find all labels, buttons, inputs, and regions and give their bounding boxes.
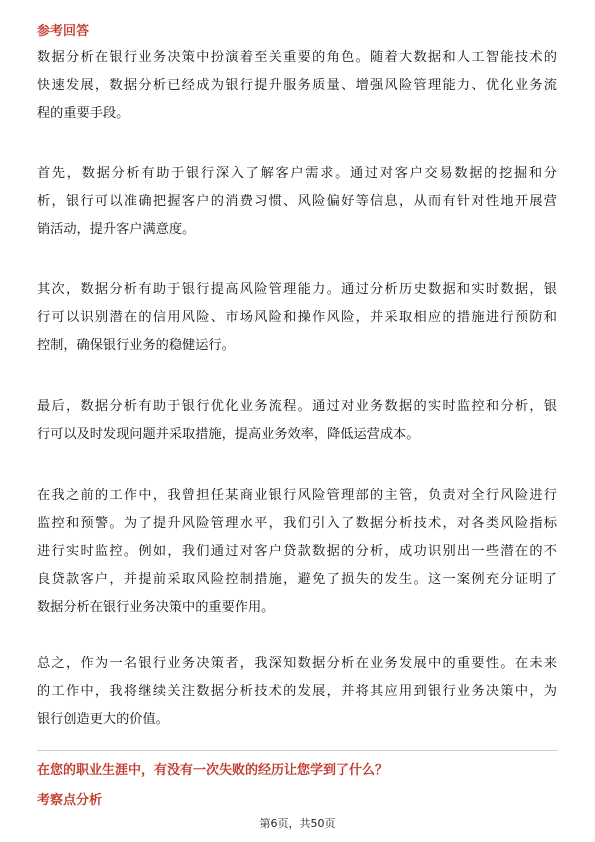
answer-paragraph-3 bbox=[37, 276, 557, 360]
answer-paragraph-6 bbox=[37, 650, 557, 734]
next-question: 在您的职业生涯中，有没有一次失败的经历让您学到了什么？ bbox=[37, 763, 389, 778]
paragraph-line: 析，银行可以准确把握客户的消费习惯、风险偏好等信息，从而有针对性地开展营 bbox=[37, 194, 557, 209]
paragraph-line: 进行实时监控。例如，我们通过对客户贷款数据的分析，成功识别出一些潜在的不 bbox=[37, 544, 557, 559]
paragraph-line: 良贷款客户，并提前采取风险控制措施，避免了损失的发生。这一案例充分证明了 bbox=[37, 572, 557, 587]
paragraph-line: 数据分析在银行业务决策中的重要作用。 bbox=[37, 600, 275, 615]
paragraph-line: 行可以识别潜在的信用风险、市场风险和操作风险，并采取相应的措施进行预防和 bbox=[37, 310, 557, 325]
paragraph-line: 快速发展，数据分析已经成为银行提升服务质量、增强风险管理能力、优化业务流 bbox=[37, 78, 557, 93]
paragraph-line: 首先，数据分析有助于银行深入了解客户需求。通过对客户交易数据的挖掘和分 bbox=[37, 166, 557, 181]
paragraph-line: 行可以及时发现问题并采取措施，提高业务效率，降低运营成本。 bbox=[37, 427, 420, 442]
paragraph-line: 控制，确保银行业务的稳健运行。 bbox=[37, 338, 235, 353]
paragraph-line: 总之，作为一名银行业务决策者，我深知数据分析在业务发展中的重要性。在未来 bbox=[37, 656, 557, 671]
paragraph-line: 最后，数据分析有助于银行优化业务流程。通过对业务数据的实时监控和分析，银 bbox=[37, 399, 557, 414]
analysis-heading: 考察点分析 bbox=[37, 793, 103, 808]
answer-paragraph-5 bbox=[37, 482, 557, 622]
answer-paragraph-4 bbox=[37, 393, 557, 449]
paragraph-line: 数据分析在银行业务决策中扮演着至关重要的角色。随着大数据和人工智能技术的 bbox=[37, 50, 557, 65]
answer-paragraph-2 bbox=[37, 160, 557, 244]
paragraph-line: 银行创造更大的价值。 bbox=[37, 712, 169, 727]
section-divider bbox=[37, 750, 558, 751]
paragraph-line: 其次，数据分析有助于银行提高风险管理能力。通过分析历史数据和实时数据，银 bbox=[37, 282, 557, 297]
reference-answer-heading: 参考回答 bbox=[37, 24, 90, 39]
paragraph-line: 监控和预警。为了提升风险管理水平，我们引入了数据分析技术，对各类风险指标 bbox=[37, 516, 557, 531]
answer-paragraph-1 bbox=[37, 44, 557, 128]
paragraph-line: 销活动，提升客户满意度。 bbox=[37, 222, 196, 237]
paragraph-line: 在我之前的工作中，我曾担任某商业银行风险管理部的主管，负责对全行风险进行 bbox=[37, 488, 557, 503]
page-number-footer: 第6页，共50页 bbox=[259, 817, 336, 830]
paragraph-line: 程的重要手段。 bbox=[37, 106, 130, 121]
paragraph-line: 的工作中，我将继续关注数据分析技术的发展，并将其应用到银行业务决策中，为 bbox=[37, 684, 557, 699]
